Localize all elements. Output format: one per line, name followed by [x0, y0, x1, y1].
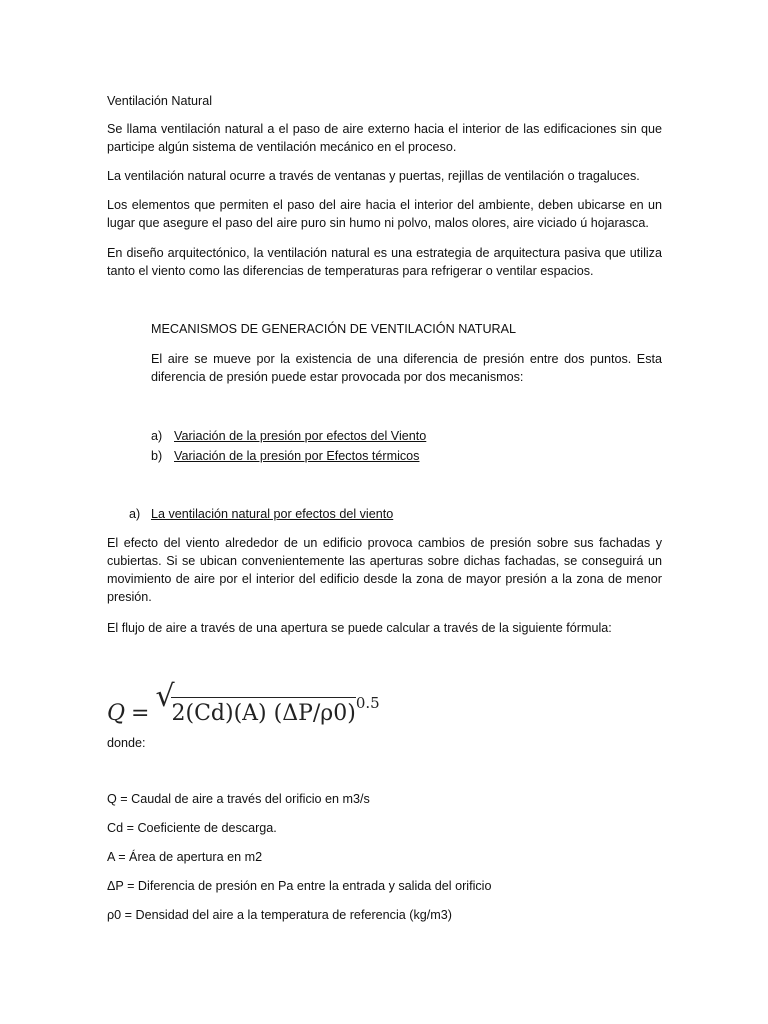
paragraph-openings: La ventilación natural ocurre a través de ventanas y puertas, rejillas de ventilación o tragaluces. [107, 169, 640, 183]
formula-exponent: 0.5 [355, 694, 380, 712]
list-item-text: Variación de la presión por efectos del Viento [174, 429, 427, 443]
mechanisms-intro: El aire se mueve por la existencia de una diferencia de presión entre dos puntos. Esta diferencia de presión puede estar provocada por dos mecanismos: [151, 352, 662, 384]
airflow-formula [107, 679, 380, 729]
formula-radicand: 2(Cd)(A) (ΔP/ρ0) [171, 697, 355, 729]
formula-equals: = [131, 701, 150, 726]
list-item-text: Variación de la presión por Efectos térmicos [174, 449, 420, 463]
paragraph-definition: Se llama ventilación natural a el paso de aire externo hacia el interior de las edificaciones sin que participe algún sistema de ventilación mecánico en el proceso. [107, 122, 662, 154]
radical-sign-icon: √ [155, 679, 175, 714]
wind-section-paragraph: El efecto del viento alrededor de un edificio provoca cambios de presión sobre sus fachadas y cubiertas. Si se ubican convenientemente las aperturas sobre dichas fachadas, se conseguirá un movimiento de aire por el interior del edificio desde la zona de mayor presión a la zona de menor presión. [107, 536, 662, 604]
paragraph-design: En diseño arquitectónico, la ventilación natural es una estrategia de arquitectura pasiva que utiliza tanto el viento como las diferencias de temperaturas para refrigerar o ventilar espacios. [107, 246, 662, 278]
donde-label: donde: [107, 736, 146, 750]
square-root [155, 679, 380, 729]
list-marker: a) [151, 429, 163, 443]
definition-a: A = Área de apertura en m2 [107, 850, 263, 864]
list-item [151, 427, 662, 447]
section-marker: a) [129, 507, 141, 521]
definition-q: Q = Caudal de aire a través del orificio en m3/s [107, 792, 370, 806]
definition-rho0: ρ0 = Densidad del aire a la temperatura de referencia (kg/m3) [107, 908, 452, 922]
list-marker: b) [151, 449, 163, 463]
list-item [151, 447, 662, 467]
definition-cd: Cd = Coeficiente de descarga. [107, 821, 277, 835]
mechanisms-heading: MECANISMOS DE GENERACIÓN DE VENTILACIÓN NATURAL [151, 322, 517, 336]
formula-lhs: Q [107, 701, 126, 726]
mechanisms-list [151, 427, 662, 467]
document-title: Ventilación Natural [107, 94, 213, 108]
formula-intro: El flujo de aire a través de una apertura se puede calcular a través de la siguiente fórmula: [107, 621, 612, 635]
definition-delta-p: ΔP = Diferencia de presión en Pa entre la entrada y salida del orificio [107, 879, 492, 893]
wind-section-heading [129, 505, 393, 523]
section-heading-text: La ventilación natural por efectos del viento [151, 507, 394, 521]
paragraph-elements: Los elementos que permiten el paso del aire hacia el interior del ambiente, deben ubicarse en un lugar que asegure el paso del aire puro sin humo ni polvo, malos olores, aire viciado ú hojarasca. [107, 198, 662, 230]
